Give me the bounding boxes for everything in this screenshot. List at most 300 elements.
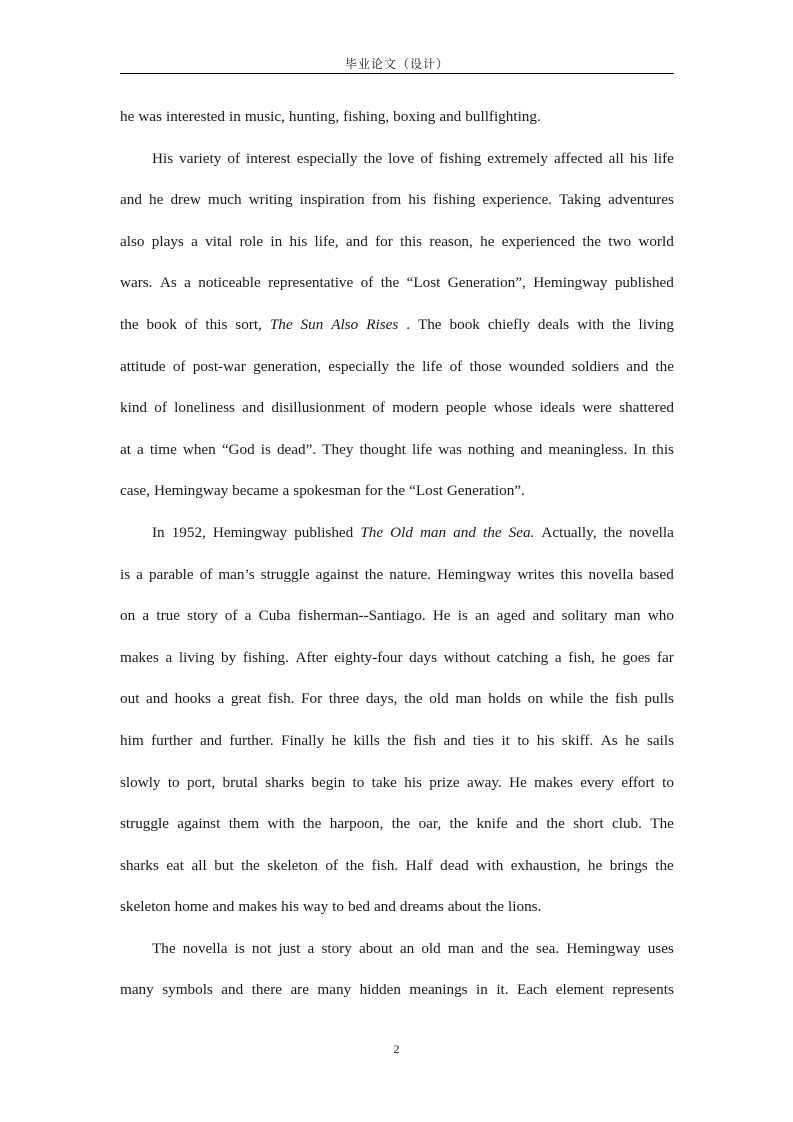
- word: writes: [517, 565, 555, 583]
- word: the: [655, 856, 674, 874]
- word: further: [151, 731, 193, 749]
- word: experience.: [482, 191, 552, 209]
- word: life: [422, 357, 443, 375]
- word: fishing: [433, 191, 476, 209]
- word: ties: [472, 731, 494, 749]
- word: book: [449, 315, 480, 333]
- word: and: [439, 108, 462, 125]
- word: the: [582, 232, 601, 250]
- word: of: [224, 607, 238, 625]
- word: this: [560, 565, 583, 583]
- word: and: [443, 731, 466, 749]
- word: He: [432, 607, 451, 625]
- word: club.: [611, 815, 642, 833]
- text-line: [120, 308, 674, 350]
- word: man: [447, 939, 475, 957]
- word: drew: [170, 191, 201, 209]
- word: fisherman--Santiago.: [297, 607, 426, 625]
- word: whose: [493, 399, 533, 417]
- word: further.: [229, 731, 274, 749]
- word: many: [317, 981, 352, 999]
- text-line: [120, 932, 674, 974]
- word: His: [152, 149, 174, 167]
- word: the: [363, 149, 383, 167]
- word: and: [120, 191, 142, 209]
- word: .: [406, 315, 410, 333]
- word: also: [120, 232, 145, 250]
- text-line: [120, 973, 674, 1015]
- word: living: [638, 315, 674, 333]
- word: the: [120, 315, 139, 333]
- word: this: [400, 232, 423, 250]
- text-line: [120, 516, 674, 558]
- word: hidden: [359, 981, 401, 999]
- word: of: [172, 357, 186, 375]
- word: of: [199, 565, 213, 583]
- word: by: [220, 648, 237, 666]
- word: novella: [588, 565, 634, 583]
- word: Taking: [559, 191, 602, 209]
- word: Old: [390, 523, 413, 541]
- word: living: [178, 648, 215, 666]
- word: great: [230, 690, 262, 708]
- word: when: [182, 440, 216, 458]
- word: and: [242, 399, 265, 417]
- word: story: [321, 939, 352, 957]
- word: of: [420, 149, 433, 167]
- word: the: [485, 898, 505, 916]
- word: days,: [365, 690, 398, 708]
- word: and: [373, 898, 396, 916]
- word: a: [307, 939, 315, 957]
- text-line: [120, 391, 674, 433]
- word: dead”.: [276, 440, 317, 458]
- word: sharks: [120, 856, 159, 874]
- word: the: [449, 815, 469, 833]
- word: role: [239, 232, 264, 250]
- word: lions.: [508, 898, 542, 916]
- word: sort,: [235, 315, 262, 333]
- word: sails: [646, 731, 674, 749]
- word: prize: [429, 773, 460, 791]
- word: a: [142, 607, 150, 625]
- word: all: [608, 149, 624, 167]
- word: makes: [120, 648, 159, 666]
- word: a: [282, 482, 290, 500]
- word: the: [510, 939, 529, 957]
- word: it.: [496, 981, 509, 999]
- word: he: [601, 648, 616, 666]
- word: the: [391, 815, 411, 833]
- word: struggle: [260, 565, 310, 583]
- word: a: [554, 648, 562, 666]
- word: and: [212, 898, 235, 916]
- word: The: [650, 815, 674, 833]
- word: slowly: [120, 773, 161, 791]
- word: port,: [186, 773, 216, 791]
- word: of: [184, 315, 198, 333]
- word: was: [138, 108, 162, 125]
- word: to: [332, 898, 344, 916]
- word: knife: [476, 815, 508, 833]
- word: the: [546, 815, 565, 833]
- word: he: [587, 856, 603, 874]
- word: home: [174, 898, 209, 916]
- word: people: [445, 399, 487, 417]
- word: many: [120, 981, 154, 999]
- word: against: [177, 815, 221, 833]
- word: his: [281, 898, 299, 916]
- word: life,: [314, 232, 339, 250]
- word: bullfighting.: [465, 108, 541, 125]
- word: of: [325, 856, 338, 874]
- word: far: [657, 648, 674, 666]
- word: about: [358, 939, 393, 957]
- word: effort: [621, 773, 655, 791]
- word: and: [146, 690, 168, 708]
- word: and: [481, 939, 504, 957]
- word: the: [404, 690, 423, 708]
- text-line: [120, 682, 674, 724]
- word: and: [345, 232, 368, 250]
- word: For: [301, 690, 323, 708]
- word: “Lost: [409, 482, 443, 500]
- word: days: [409, 648, 438, 666]
- word: a: [165, 648, 173, 666]
- word: and: [453, 523, 476, 541]
- word: against: [315, 565, 359, 583]
- word: a: [191, 232, 198, 250]
- word: brings: [609, 856, 648, 874]
- word: sharks: [265, 773, 305, 791]
- word: brutal: [222, 773, 258, 791]
- word: it: [501, 731, 510, 749]
- word: with: [577, 315, 605, 333]
- text-line: [120, 142, 674, 184]
- word: shattered: [619, 399, 674, 417]
- text-line: [120, 599, 674, 641]
- word: the: [655, 357, 674, 375]
- word: fishing,: [343, 108, 390, 125]
- word: old: [429, 690, 449, 708]
- word: the: [386, 482, 406, 500]
- word: especially: [296, 149, 358, 167]
- word: Actually,: [541, 523, 597, 541]
- word: for: [375, 232, 393, 250]
- word: In: [633, 440, 646, 458]
- word: Generation”,: [447, 274, 526, 292]
- text-line: [120, 558, 674, 600]
- word: disillusionment: [271, 399, 366, 417]
- word: with: [267, 815, 295, 833]
- word: bed: [348, 898, 370, 916]
- word: interest: [246, 149, 291, 167]
- word: skeleton: [267, 856, 318, 874]
- word: became: [232, 482, 279, 500]
- word: “God: [221, 440, 255, 458]
- word: for: [364, 482, 383, 500]
- word: novella: [629, 523, 674, 541]
- word: the: [364, 565, 384, 583]
- word: Hemingway: [437, 565, 512, 583]
- word: fish.: [267, 690, 295, 708]
- word: those: [469, 357, 502, 375]
- word: makes: [238, 898, 278, 916]
- word: dreams: [399, 898, 444, 916]
- word: this: [205, 315, 228, 333]
- word: plays: [151, 232, 184, 250]
- word: vital: [205, 232, 233, 250]
- text-line: [120, 474, 674, 516]
- word: begin: [311, 773, 346, 791]
- word: man: [455, 690, 482, 708]
- word: thought: [359, 440, 406, 458]
- word: The: [417, 315, 442, 333]
- word: his: [404, 773, 422, 791]
- word: and: [626, 357, 649, 375]
- word: 1952,: [171, 523, 206, 541]
- word: struggle: [120, 815, 169, 833]
- word: without: [443, 648, 491, 666]
- word: true: [156, 607, 180, 625]
- word: variety: [179, 149, 222, 167]
- word: chiefly: [487, 315, 530, 333]
- text-line: [120, 641, 674, 683]
- word: from: [371, 191, 402, 209]
- header-rule: [120, 73, 674, 74]
- word: of: [449, 357, 463, 375]
- word: he: [480, 232, 495, 250]
- page-number: 2: [393, 1042, 400, 1056]
- word: the: [302, 815, 322, 833]
- word: fishing: [439, 149, 482, 167]
- word: an: [399, 939, 415, 957]
- word: deals: [537, 315, 570, 333]
- text-line: [120, 350, 674, 392]
- word: represents: [612, 981, 674, 999]
- word: and: [520, 440, 543, 458]
- word: a: [136, 565, 143, 583]
- word: uses: [647, 939, 674, 957]
- word: he: [120, 108, 135, 125]
- word: and: [221, 981, 244, 999]
- text-line: [120, 183, 674, 225]
- word: book: [146, 315, 177, 333]
- word: man’s: [218, 565, 255, 583]
- word: of: [154, 399, 167, 417]
- word: the: [483, 523, 502, 541]
- word: three: [328, 690, 360, 708]
- word: The: [360, 523, 384, 541]
- word: skiff.: [561, 731, 594, 749]
- word: meaningless.: [548, 440, 628, 458]
- word: spokesman: [293, 482, 361, 500]
- word: The: [269, 315, 293, 333]
- word: “Lost: [406, 274, 441, 292]
- word: and: [532, 607, 555, 625]
- word: on: [527, 690, 543, 708]
- word: his: [289, 232, 308, 250]
- word: away.: [466, 773, 502, 791]
- word: music,: [244, 108, 285, 125]
- text-line: [120, 807, 674, 849]
- word: the: [589, 690, 609, 708]
- word: eighty-four: [334, 648, 403, 666]
- word: of: [227, 149, 240, 167]
- word: he: [331, 731, 346, 749]
- word: not: [251, 939, 272, 957]
- word: reason,: [429, 232, 473, 250]
- word: life: [411, 440, 433, 458]
- word: Half: [405, 856, 433, 874]
- word: Rises: [366, 315, 399, 333]
- word: his: [408, 191, 427, 209]
- word: way: [302, 898, 329, 916]
- word: a: [184, 274, 191, 292]
- word: out: [120, 690, 140, 708]
- word: harpoon,: [329, 815, 384, 833]
- word: He: [509, 773, 527, 791]
- word: kind: [120, 399, 148, 417]
- word: nothing: [467, 440, 515, 458]
- word: him: [120, 731, 144, 749]
- word: at: [120, 440, 131, 458]
- word: attitude: [120, 357, 166, 375]
- word: of: [360, 274, 374, 292]
- word: writing: [248, 191, 293, 209]
- word: much: [207, 191, 242, 209]
- word: old: [421, 939, 441, 957]
- word: the: [612, 315, 631, 333]
- word: As: [600, 731, 618, 749]
- text-line: [120, 766, 674, 808]
- word: Hemingway: [533, 274, 608, 292]
- word: but: [214, 856, 234, 874]
- word: wars.: [120, 274, 153, 292]
- word: Each: [517, 981, 548, 999]
- word: was: [438, 440, 462, 458]
- text-line: [120, 433, 674, 475]
- word: were: [582, 399, 612, 417]
- word: dead: [440, 856, 469, 874]
- word: makes: [534, 773, 573, 791]
- word: experienced: [501, 232, 576, 250]
- word: sea.: [535, 939, 560, 957]
- word: Sea.: [508, 523, 535, 541]
- word: They: [322, 440, 354, 458]
- word: his: [629, 149, 648, 167]
- text-line: [120, 849, 674, 891]
- word: pulls: [644, 690, 674, 708]
- word: inspiration: [299, 191, 365, 209]
- word: a: [137, 440, 144, 458]
- word: short: [573, 815, 604, 833]
- word: oar,: [418, 815, 442, 833]
- word: solitary: [561, 607, 608, 625]
- word: in: [270, 232, 283, 250]
- word: adventures: [608, 191, 674, 209]
- word: case,: [120, 482, 150, 500]
- page-header: 毕业论文（设计）: [344, 57, 449, 71]
- word: Cuba: [258, 607, 291, 625]
- word: parable: [148, 565, 194, 583]
- word: is: [457, 607, 468, 625]
- word: fish.: [371, 856, 399, 874]
- word: catching: [496, 648, 549, 666]
- word: extremely: [487, 149, 548, 167]
- word: on: [120, 607, 136, 625]
- word: noticeable: [198, 274, 261, 292]
- word: and: [199, 731, 222, 749]
- word: based: [639, 565, 674, 583]
- word: he: [625, 731, 640, 749]
- word: post-war: [192, 357, 246, 375]
- word: Finally: [281, 731, 325, 749]
- word: Sun: [300, 315, 324, 333]
- word: goes: [622, 648, 651, 666]
- text-line: [120, 724, 674, 766]
- word: published: [614, 274, 674, 292]
- word: fish: [413, 731, 436, 749]
- word: novella: [182, 939, 228, 957]
- word: fishing.: [242, 648, 289, 666]
- word: Hemingway: [212, 523, 288, 541]
- word: Hemingway: [566, 939, 641, 957]
- word: In: [152, 523, 165, 541]
- word: a: [217, 690, 225, 708]
- word: affected: [554, 149, 603, 167]
- word: two: [608, 232, 632, 250]
- text-line: [120, 225, 674, 267]
- word: is: [234, 939, 245, 957]
- word: them: [228, 815, 260, 833]
- word: kills: [353, 731, 380, 749]
- word: Generation”.: [446, 482, 525, 500]
- word: Also: [331, 315, 359, 333]
- word: in: [229, 108, 241, 125]
- word: and: [516, 815, 538, 833]
- word: boxing: [393, 108, 436, 125]
- word: the: [603, 523, 623, 541]
- word: to: [662, 773, 674, 791]
- word: is: [260, 440, 271, 458]
- word: nature.: [389, 565, 432, 583]
- word: published: [294, 523, 354, 541]
- word: the: [387, 731, 406, 749]
- word: modern: [392, 399, 439, 417]
- word: soldiers: [571, 357, 619, 375]
- word: symbols: [162, 981, 213, 999]
- word: fish: [615, 690, 638, 708]
- word: life: [653, 149, 674, 167]
- word: world: [638, 232, 674, 250]
- word: to: [167, 773, 180, 791]
- word: exhaustion,: [510, 856, 581, 874]
- body-text: [120, 100, 674, 1015]
- word: all: [191, 856, 207, 874]
- word: are: [290, 981, 309, 999]
- word: ideals: [539, 399, 576, 417]
- word: the: [345, 856, 365, 874]
- word: eat: [166, 856, 185, 874]
- word: As: [159, 274, 177, 292]
- word: to: [517, 731, 530, 749]
- word: his: [536, 731, 555, 749]
- text-line: [120, 890, 674, 932]
- word: a: [244, 607, 252, 625]
- word: the: [241, 856, 260, 874]
- word: especially: [328, 357, 390, 375]
